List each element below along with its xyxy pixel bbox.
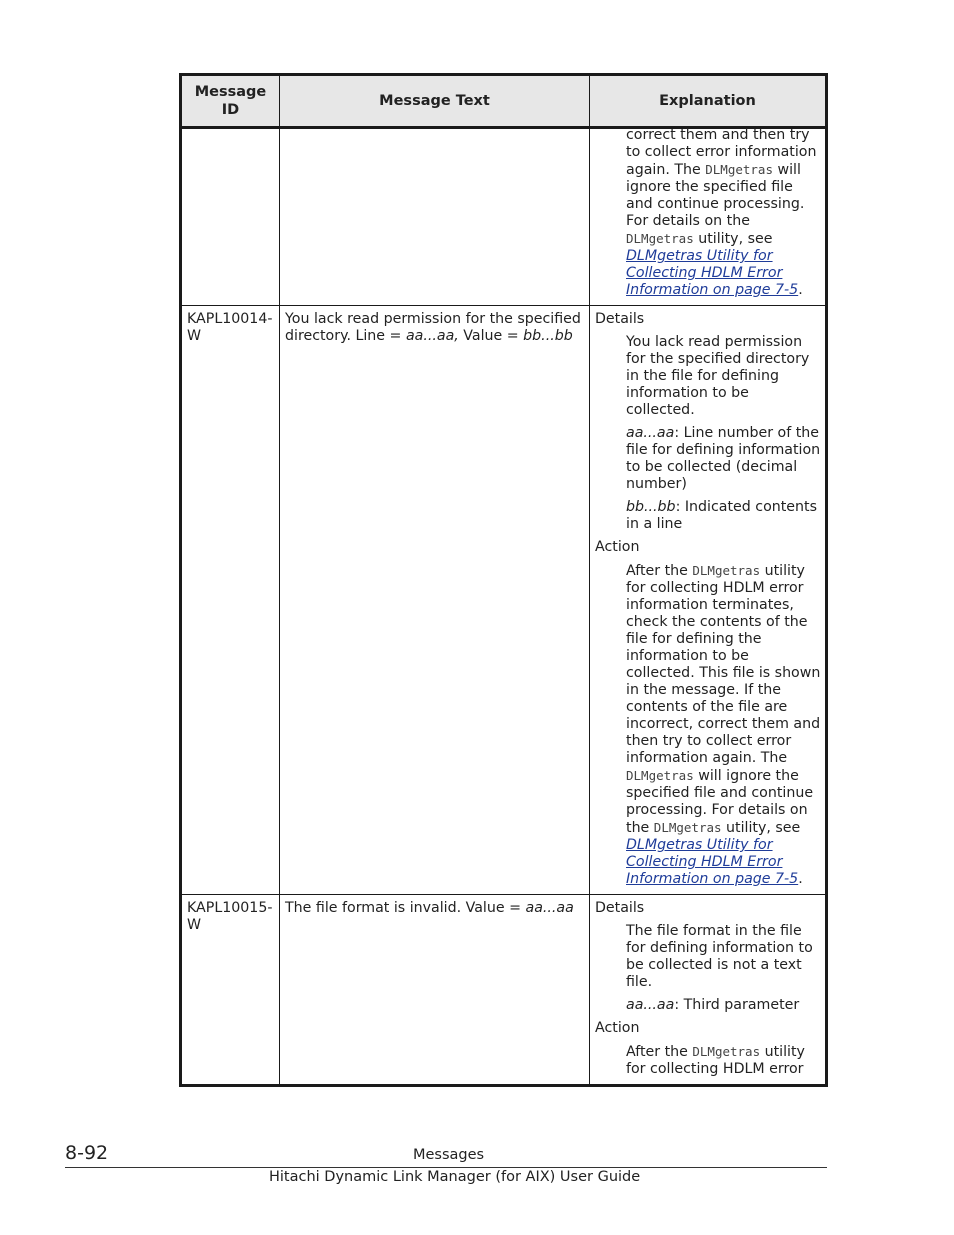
table-row-continuation <box>181 128 827 306</box>
text-run: utility for collecting HDLM error <box>626 1044 805 1077</box>
action-label: Action <box>595 1020 640 1036</box>
variable: bb...bb <box>626 499 676 515</box>
details-paragraph: The file format in the file for defining information to be collected is not a text file. <box>626 923 813 990</box>
text-run: : Third parameter <box>674 997 800 1013</box>
text-run: will ignore the specified file and continue processing. For details on the <box>626 768 814 836</box>
details-paragraph <box>595 997 822 1014</box>
code-dlmgetras: DLMgetras <box>692 563 761 578</box>
table-row <box>181 306 827 895</box>
details-paragraph <box>595 499 822 533</box>
message-text <box>280 306 590 895</box>
continued-paragraph <box>595 127 822 299</box>
footer-section-title: Messages <box>413 1147 485 1163</box>
details-paragraph <box>595 425 822 493</box>
text-run: . <box>798 871 803 887</box>
cell-explanation-continued <box>590 128 827 306</box>
code-dlmgetras: DLMgetras <box>626 231 694 246</box>
header-message-text: Message Text <box>280 75 590 128</box>
table-row <box>181 895 827 1086</box>
header-message-id: Message ID <box>181 75 280 128</box>
cell-id-empty <box>181 128 280 306</box>
footer-guide-title: Hitachi Dynamic Link Manager (for AIX) User Guide <box>269 1169 641 1185</box>
variable: aa...aa <box>626 997 675 1013</box>
details-label: Details <box>595 900 645 916</box>
variable: bb...bb <box>523 328 573 344</box>
text-run: will ignore the specified file and continue processing. For details on the <box>626 162 805 229</box>
action-paragraph <box>595 1043 822 1078</box>
text-run: : Line number of the file for defining information to be collected (decimal number) <box>626 425 821 492</box>
details-label: Details <box>595 311 645 327</box>
code-dlmgetras: DLMgetras <box>653 820 722 835</box>
messages-table <box>179 73 828 1087</box>
text-run: utility, see <box>721 820 801 836</box>
message-text <box>280 895 590 1086</box>
explanation <box>590 306 827 895</box>
text-run: . <box>798 282 803 298</box>
text-run: After the <box>626 563 693 579</box>
text-run: utility for collecting HDLM error information terminates, check the contents of the file for defining the information to be collected. This file is shown in the message. If the contents of the file are incorrect, correct them and then try to collect error information again. The <box>626 563 821 766</box>
code-dlmgetras: DLMgetras <box>626 768 694 783</box>
action-paragraph <box>595 562 822 888</box>
variable: aa...aa, <box>405 328 459 344</box>
text-run: correct them and then try to collect error information again. The <box>626 127 817 178</box>
xref-link-dlmgetras-utility[interactable]: DLMgetras Utility for Collecting HDLM Error Information on page 7-5 <box>626 837 799 887</box>
text-run: Value = <box>458 328 524 344</box>
page-number: 8-92 <box>65 1142 109 1164</box>
variable: aa...aa <box>626 425 675 441</box>
header-explanation: Explanation <box>590 75 827 128</box>
text-run: You lack read permission for the specified directory. Line = <box>285 311 581 344</box>
xref-link-dlmgetras-utility[interactable]: DLMgetras Utility for Collecting HDLM Error Information on page 7-5 <box>626 248 799 298</box>
table-header-row <box>181 75 827 128</box>
code-dlmgetras: DLMgetras <box>705 162 773 177</box>
cell-text-empty <box>280 128 590 306</box>
text-run: The file format is invalid. Value = <box>285 900 526 916</box>
text-run: After the <box>626 1044 693 1060</box>
code-dlmgetras: DLMgetras <box>692 1044 761 1059</box>
explanation <box>590 895 827 1086</box>
details-paragraph: You lack read permission for the specified directory in the file for defining information to be collected. <box>626 334 810 418</box>
message-id: KAPL10015-W <box>181 895 280 1086</box>
action-label: Action <box>595 539 640 555</box>
text-run: : Indicated contents in a line <box>626 499 817 532</box>
message-id: KAPL10014-W <box>181 306 280 895</box>
footer-divider <box>65 1167 827 1168</box>
text-run: utility, see <box>693 231 773 247</box>
variable: aa...aa <box>525 900 574 916</box>
